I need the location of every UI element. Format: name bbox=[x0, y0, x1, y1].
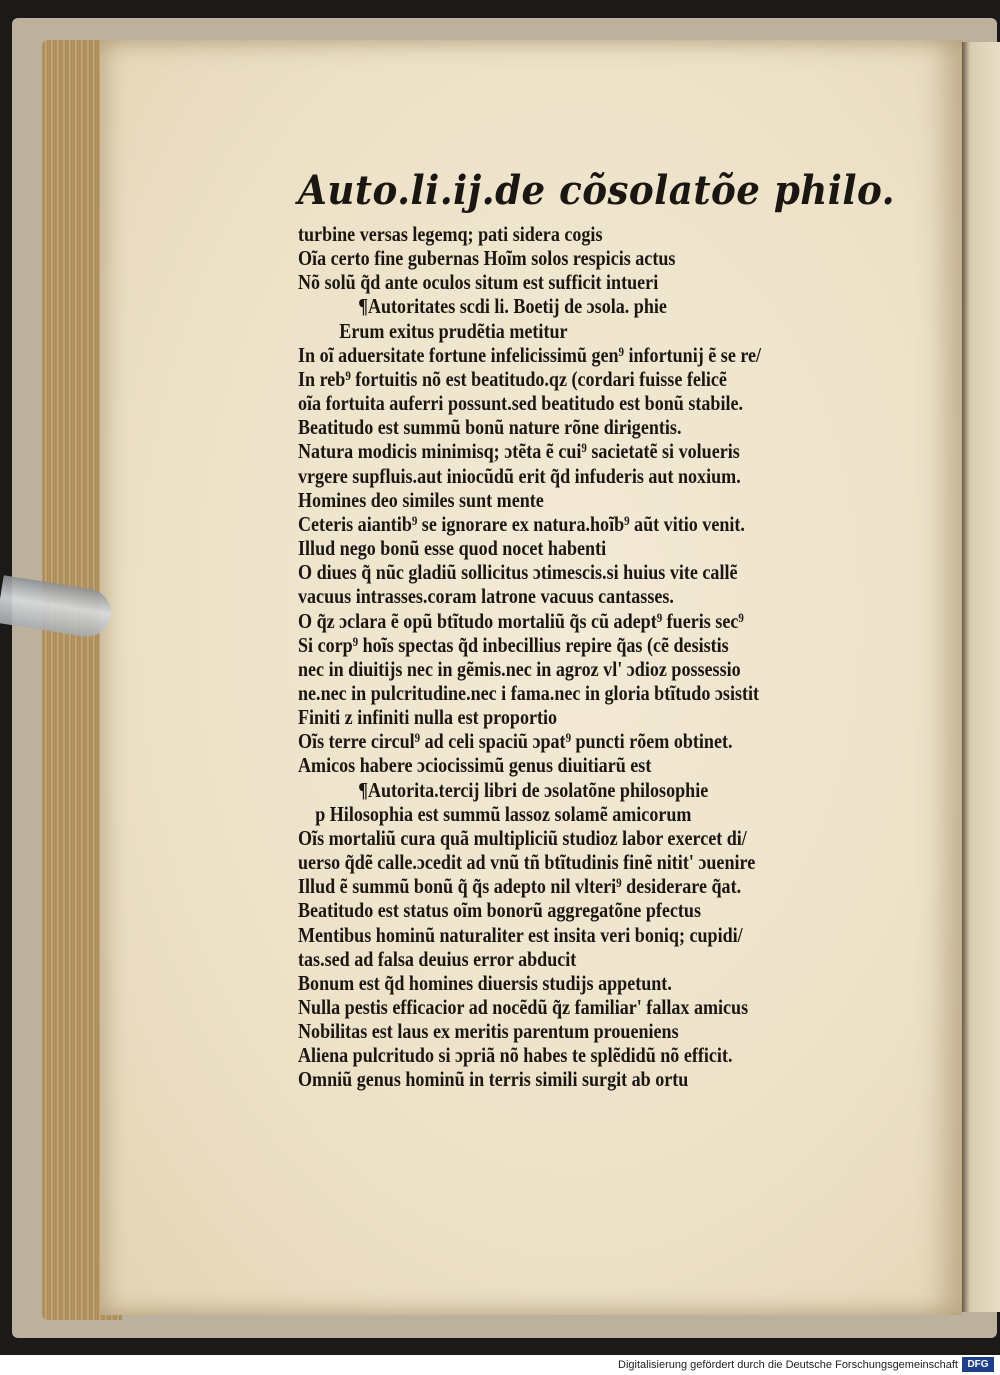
text-line: Illud ẽ summũ bonũ q̃ q̃s adepto nil vlteri⁹ desiderare q̃at. bbox=[298, 874, 742, 899]
text-line: O diues q̃ nũc gladiũ sollicitus ɔtimescis.si huius vite callẽ bbox=[298, 560, 738, 585]
text-line: p Hilosophia est summũ lassoz solamẽ amicorum bbox=[315, 801, 692, 826]
text-line: Omniũ genus hominũ in terris simili surgit ab ortu bbox=[298, 1067, 689, 1092]
text-line: tas.sed ad falsa deuius error abducit bbox=[298, 946, 577, 971]
dfg-logo: DFG bbox=[962, 1357, 994, 1372]
text-line: Illud nego bonũ esse quod nocet habenti bbox=[298, 536, 607, 561]
text-line: Bonum est q̃d homines diuersis studijs appetunt. bbox=[298, 970, 672, 995]
text-line: nec in diuitijs nec in gẽmis.nec in agroz vl' ɔdioz possessio bbox=[298, 656, 741, 681]
text-line: Nulla pestis efficacior ad nocẽdũ q̃z familiar' fallax amicus bbox=[298, 995, 749, 1019]
text-line: Beatitudo est summũ bonũ nature rõne dirigentis. bbox=[298, 415, 682, 440]
funding-credit: Digitalisierung gefördert durch die Deutsche Forschungsgemeinschaft bbox=[618, 1359, 958, 1371]
text-block bbox=[298, 160, 896, 1092]
text-line: Nobilitas est laus ex meritis parentum proueniens bbox=[298, 1019, 679, 1044]
text-line: Mentibus hominũ naturaliter est insita veri boniq; cupidi/ bbox=[298, 922, 743, 947]
text-line: Beatitudo est status oĩm bonorũ aggregatõne pfectus bbox=[298, 898, 702, 923]
text-line: Nõ solũ q̃d ante oculos situm est sufficit intueri bbox=[298, 270, 659, 295]
running-head: Auto.li.ij.de cõsolatõe philo. bbox=[298, 167, 896, 214]
text-line: In oĩ aduersitate fortune infelicissimũ gen⁹ infortunij ẽ se re/ bbox=[298, 342, 762, 367]
text-line: Ceteris aiantib⁹ se ignorare ex natura.hoĩb⁹ aũt vitio venit. bbox=[298, 511, 745, 536]
text-line: Natura modicis minimisq; ɔtẽta ẽ cui⁹ sacietatẽ si volueris bbox=[298, 439, 740, 464]
text-line: oĩa fortuita auferri possunt.sed beatitudo est bonũ stabile. bbox=[298, 391, 744, 416]
text-line: Homines deo similes sunt mente bbox=[298, 487, 544, 512]
text-lines bbox=[298, 222, 888, 1092]
text-line: Oĩs mortaliũ cura quã multipliciũ studioz labor exercet di/ bbox=[298, 825, 747, 850]
next-page-edge bbox=[962, 42, 1000, 1312]
text-line: ¶Autoritates scdi li. Boetij de ɔsola. phie bbox=[358, 294, 667, 319]
text-line: In reb⁹ fortuitis nõ est beatitudo.qz (cordari fuisse felicẽ bbox=[298, 366, 727, 391]
text-line: Finiti z infiniti nulla est proportio bbox=[298, 705, 558, 730]
text-line: Oĩa certo fine gubernas Hoĩm solos respicis actus bbox=[298, 246, 676, 271]
text-line: turbine versas legemq; pati sidera cogis bbox=[298, 222, 603, 246]
text-line: ¶Autorita.tercij libri de ɔsolatõne philosophie bbox=[358, 777, 709, 802]
text-line: Amicos habere ɔciocissimũ genus diuitiarũ est bbox=[298, 753, 652, 778]
text-line: Si corp⁹ hoĩs spectas q̃d inbecillius repire q̃as (cẽ desistis bbox=[298, 632, 729, 657]
text-line: vacuus intrasses.coram latrone vacuus cantasses. bbox=[298, 584, 674, 609]
text-line: uerso q̃dẽ calle.ɔcedit ad vnũ tñ btĩtudinis finẽ nitit' ɔuenire bbox=[298, 850, 756, 875]
text-line: Aliena pulcritudo si ɔpriã nõ habes te splẽdidũ nõ efficit. bbox=[298, 1043, 733, 1068]
footer-bar bbox=[0, 1355, 1000, 1375]
text-line: vrgere supfluis.aut iniocũdũ erit q̃d infuderis aut noxium. bbox=[298, 463, 741, 488]
text-line: Oĩs terre circul⁹ ad celi spaciũ ɔpat⁹ puncti rõem obtinet. bbox=[298, 729, 733, 754]
text-line: Erum exitus prudẽtia metitur bbox=[339, 318, 568, 343]
text-line: O q̃z ɔclara ẽ opũ btĩtudo mortaliũ q̃s cũ adept⁹ fueris sec⁹ bbox=[298, 608, 744, 633]
text-line: ne.nec in pulcritudine.nec i fama.nec in gloria btĩtudo ɔsistit bbox=[298, 680, 760, 705]
